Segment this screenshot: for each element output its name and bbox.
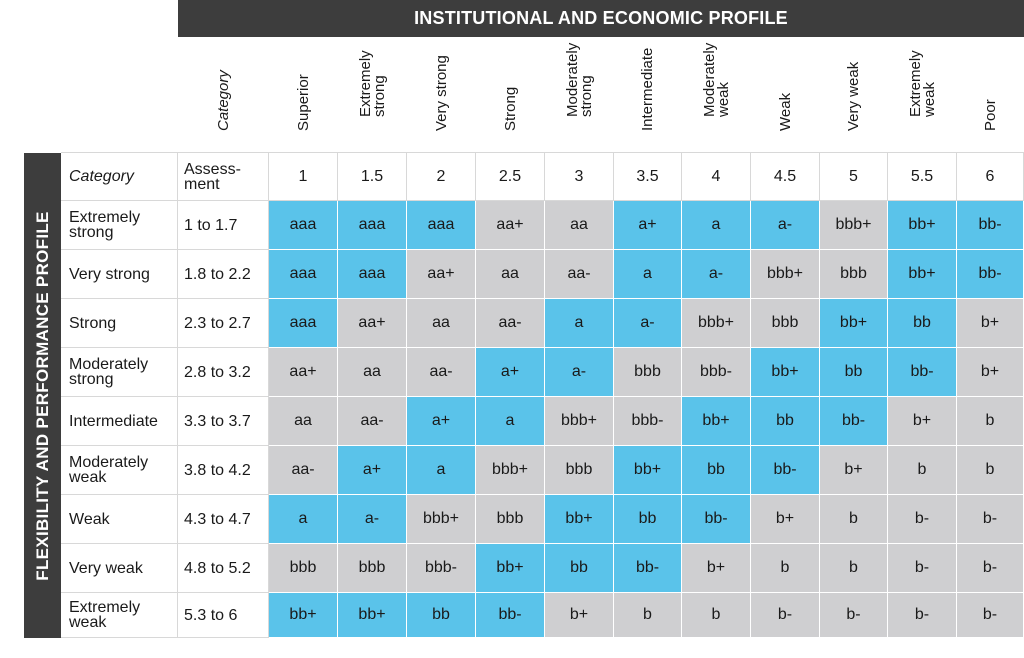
rating-cell: bb- bbox=[682, 495, 751, 544]
rating-cell: aaa bbox=[338, 250, 407, 299]
rating-cell: a bbox=[545, 299, 614, 348]
row-range: 3.3 to 3.7 bbox=[178, 397, 269, 446]
rating-cell: a bbox=[476, 397, 545, 446]
rating-cell: bb+ bbox=[476, 544, 545, 593]
rating-cell: aaa bbox=[269, 250, 338, 299]
row-label: Very weak bbox=[61, 544, 178, 593]
rating-cell: bbb+ bbox=[751, 250, 820, 299]
rating-cell: aaa bbox=[338, 201, 407, 250]
rating-cell: aa+ bbox=[269, 348, 338, 397]
rating-cell: bb- bbox=[888, 348, 957, 397]
column-header-moderately-strong-label: Moderately strong bbox=[563, 42, 595, 117]
rating-cell: bbb+ bbox=[682, 299, 751, 348]
rating-cell: b- bbox=[957, 593, 1024, 638]
rating-cell: bb- bbox=[614, 544, 682, 593]
row-label: Moderately weak bbox=[61, 446, 178, 495]
rating-cell: bbb bbox=[338, 544, 407, 593]
rating-cell: a bbox=[269, 495, 338, 544]
row-range: 2.8 to 3.2 bbox=[178, 348, 269, 397]
rating-cell: bbb bbox=[820, 250, 888, 299]
column-header-extremely-strong-label: Extremely strong bbox=[356, 50, 388, 117]
column-header-extremely-weak bbox=[888, 38, 958, 151]
assessment-label: Assess- ment bbox=[178, 153, 269, 201]
column-header-moderately-strong bbox=[545, 38, 615, 151]
rating-cell: bb+ bbox=[338, 593, 407, 638]
rating-cell: aa+ bbox=[476, 201, 545, 250]
rating-cell: bbb+ bbox=[407, 495, 476, 544]
column-header-extremely-weak-label: Extremely weak bbox=[906, 50, 938, 117]
column-header-extremely-strong bbox=[338, 38, 408, 151]
rating-cell: bb- bbox=[957, 201, 1024, 250]
rating-cell: b+ bbox=[820, 446, 888, 495]
rating-cell: bbb bbox=[476, 495, 545, 544]
column-header-strong-label: Strong bbox=[501, 86, 519, 131]
column-header-moderately-weak bbox=[682, 38, 752, 151]
rating-cell: bb+ bbox=[751, 348, 820, 397]
row-range: 1 to 1.7 bbox=[178, 201, 269, 250]
rating-cell: b+ bbox=[682, 544, 751, 593]
rating-cell: b+ bbox=[888, 397, 957, 446]
rating-cell: bb+ bbox=[269, 593, 338, 638]
column-score: 1 bbox=[269, 153, 338, 201]
rating-cell: aa bbox=[407, 299, 476, 348]
column-header-very-strong bbox=[407, 38, 477, 151]
rating-cell: bbb+ bbox=[820, 201, 888, 250]
rating-cell: bb bbox=[751, 397, 820, 446]
rating-cell: a+ bbox=[476, 348, 545, 397]
rating-cell: bb+ bbox=[682, 397, 751, 446]
column-header-intermediate bbox=[614, 38, 683, 151]
rating-cell: b bbox=[957, 446, 1024, 495]
row-label: Extremely weak bbox=[61, 593, 178, 638]
column-header-very-weak bbox=[820, 38, 889, 151]
column-score: 2 bbox=[407, 153, 476, 201]
column-header-superior-label: Superior bbox=[294, 74, 312, 131]
rating-cell: bb+ bbox=[545, 495, 614, 544]
rating-cell: a+ bbox=[338, 446, 407, 495]
rating-cell: aa bbox=[476, 250, 545, 299]
column-score: 3.5 bbox=[614, 153, 682, 201]
column-header-weak-label: Weak bbox=[776, 92, 794, 131]
row-range: 2.3 to 2.7 bbox=[178, 299, 269, 348]
institutional-economic-profile-banner: INSTITUTIONAL AND ECONOMIC PROFILE bbox=[178, 0, 1024, 37]
rating-cell: bb- bbox=[751, 446, 820, 495]
row-range: 1.8 to 2.2 bbox=[178, 250, 269, 299]
rating-cell: aa bbox=[545, 201, 614, 250]
row-label: Intermediate bbox=[61, 397, 178, 446]
column-header-poor bbox=[957, 38, 1024, 151]
rating-cell: b bbox=[888, 446, 957, 495]
rating-cell: aaa bbox=[407, 201, 476, 250]
rating-cell: b- bbox=[888, 495, 957, 544]
rating-cell: aaa bbox=[269, 201, 338, 250]
rating-cell: aa bbox=[269, 397, 338, 446]
rating-cell: b+ bbox=[957, 299, 1024, 348]
column-header-very-strong-label: Very strong bbox=[432, 55, 450, 131]
rating-cell: b bbox=[957, 397, 1024, 446]
rating-cell: a- bbox=[545, 348, 614, 397]
row-header-category: Category bbox=[61, 153, 178, 201]
column-score: 2.5 bbox=[476, 153, 545, 201]
rating-cell: a bbox=[407, 446, 476, 495]
rating-cell: a+ bbox=[407, 397, 476, 446]
rating-cell: b- bbox=[888, 593, 957, 638]
row-label: Weak bbox=[61, 495, 178, 544]
column-score: 5.5 bbox=[888, 153, 957, 201]
rating-cell: bb bbox=[682, 446, 751, 495]
rating-cell: bb bbox=[545, 544, 614, 593]
column-score: 5 bbox=[820, 153, 888, 201]
rating-cell: a- bbox=[751, 201, 820, 250]
rating-cell: b+ bbox=[545, 593, 614, 638]
rating-cell: b bbox=[751, 544, 820, 593]
rating-cell: a- bbox=[338, 495, 407, 544]
rating-cell: bb bbox=[614, 495, 682, 544]
rating-cell: b bbox=[820, 495, 888, 544]
rating-cell: aa bbox=[338, 348, 407, 397]
row-range: 5.3 to 6 bbox=[178, 593, 269, 638]
rating-cell: b- bbox=[751, 593, 820, 638]
row-label: Strong bbox=[61, 299, 178, 348]
rating-cell: a bbox=[682, 201, 751, 250]
rating-cell: b- bbox=[820, 593, 888, 638]
rating-cell: b bbox=[614, 593, 682, 638]
rating-cell: aa- bbox=[476, 299, 545, 348]
column-header-weak bbox=[751, 38, 821, 151]
row-label: Very strong bbox=[61, 250, 178, 299]
rating-cell: bb+ bbox=[888, 250, 957, 299]
rating-cell: bb bbox=[407, 593, 476, 638]
rating-cell: bb- bbox=[820, 397, 888, 446]
rating-cell: bbb- bbox=[407, 544, 476, 593]
column-header-poor-label: Poor bbox=[981, 99, 999, 131]
rating-cell: bbb+ bbox=[476, 446, 545, 495]
column-header-category bbox=[178, 38, 270, 151]
rating-cell: bbb bbox=[751, 299, 820, 348]
rating-cell: bb+ bbox=[614, 446, 682, 495]
rating-cell: b+ bbox=[957, 348, 1024, 397]
rating-cell: aa+ bbox=[338, 299, 407, 348]
rating-cell: b bbox=[820, 544, 888, 593]
rating-cell: bb+ bbox=[820, 299, 888, 348]
column-header-moderately-weak-label: Moderately weak bbox=[700, 42, 732, 117]
rating-cell: bbb bbox=[545, 446, 614, 495]
side-banner-label: FLEXIBILITY AND PERFORMANCE PROFILE bbox=[32, 210, 52, 581]
rating-cell: b- bbox=[957, 495, 1024, 544]
rating-cell: b bbox=[682, 593, 751, 638]
rating-cell: aa+ bbox=[407, 250, 476, 299]
rating-cell: aa- bbox=[407, 348, 476, 397]
column-score: 6 bbox=[957, 153, 1024, 201]
row-label: Extremely strong bbox=[61, 201, 178, 250]
column-header-intermediate-label: Intermediate bbox=[639, 47, 656, 131]
rating-cell: a+ bbox=[614, 201, 682, 250]
rating-cell: a- bbox=[614, 299, 682, 348]
rating-cell: bbb bbox=[614, 348, 682, 397]
rating-cell: bb- bbox=[476, 593, 545, 638]
column-score: 4 bbox=[682, 153, 751, 201]
row-range: 4.8 to 5.2 bbox=[178, 544, 269, 593]
rating-cell: bb bbox=[820, 348, 888, 397]
rating-cell: bbb- bbox=[614, 397, 682, 446]
row-label: Moderately strong bbox=[61, 348, 178, 397]
column-header-superior bbox=[269, 38, 339, 151]
column-header-very-weak-label: Very weak bbox=[845, 61, 862, 131]
rating-cell: a bbox=[614, 250, 682, 299]
row-range: 4.3 to 4.7 bbox=[178, 495, 269, 544]
column-score: 3 bbox=[545, 153, 614, 201]
column-header-category-label: Category bbox=[214, 70, 232, 131]
flexibility-performance-profile-banner bbox=[24, 153, 61, 638]
rating-cell: aa- bbox=[545, 250, 614, 299]
column-score: 4.5 bbox=[751, 153, 820, 201]
rating-cell: bb bbox=[888, 299, 957, 348]
rating-cell: bb- bbox=[957, 250, 1024, 299]
rating-cell: bbb bbox=[269, 544, 338, 593]
row-range: 3.8 to 4.2 bbox=[178, 446, 269, 495]
rating-cell: aaa bbox=[269, 299, 338, 348]
rating-cell: a- bbox=[682, 250, 751, 299]
rating-cell: bb+ bbox=[888, 201, 957, 250]
rating-cell: aa- bbox=[338, 397, 407, 446]
rating-cell: bbb+ bbox=[545, 397, 614, 446]
rating-cell: bbb- bbox=[682, 348, 751, 397]
rating-cell: b- bbox=[888, 544, 957, 593]
column-header-strong bbox=[476, 38, 546, 151]
column-score: 1.5 bbox=[338, 153, 407, 201]
rating-cell: b+ bbox=[751, 495, 820, 544]
rating-cell: b- bbox=[957, 544, 1024, 593]
rating-cell: aa- bbox=[269, 446, 338, 495]
